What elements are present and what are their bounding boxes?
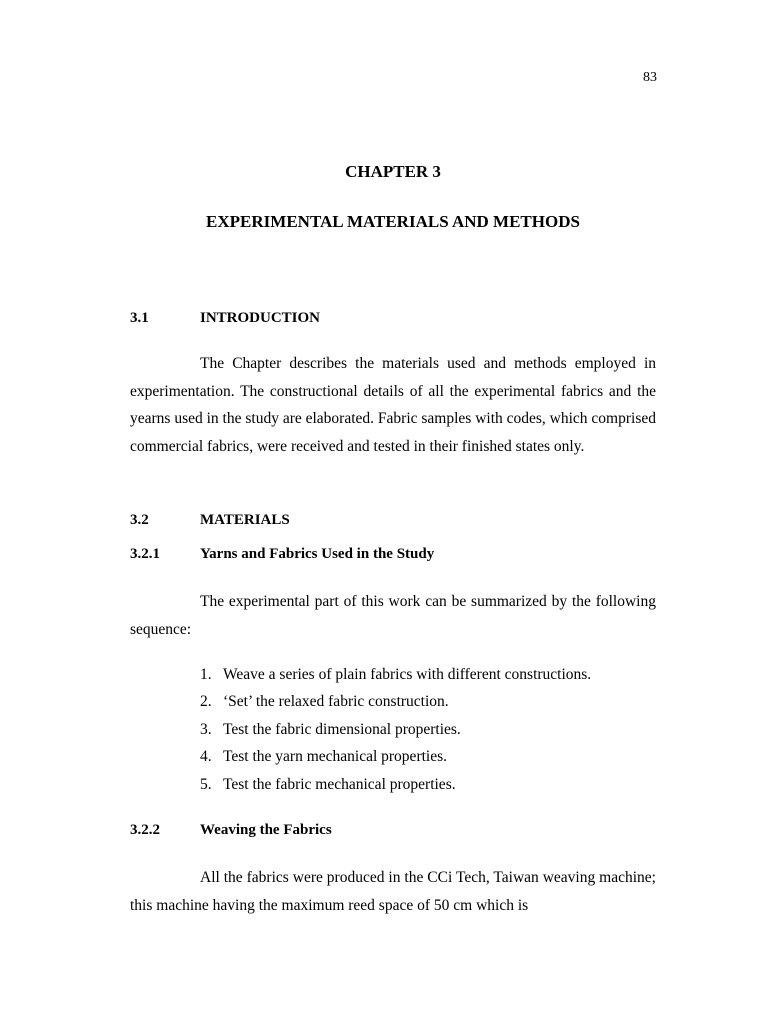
list-item-number: 5. [200, 775, 212, 793]
section-title: Weaving the Fabrics [200, 822, 332, 838]
chapter-title: CHAPTER 3 [345, 162, 441, 181]
list-item-number: 3. [200, 720, 212, 738]
list-item-number: 4. [200, 748, 212, 766]
section-title: INTRODUCTION [200, 310, 321, 326]
introduction-paragraph: The Chapter describes the materials used and methods employed in experimentation. The constructional details of all the experimental fabrics and the yearns used in the study are elaborated. Fabric samples with codes, which comprised commercial fabrics, were received and tested in their finished states only. [130, 355, 656, 455]
list-item-text: Test the fabric mechanical properties. [223, 775, 456, 793]
list-item-text: Test the yarn mechanical properties. [223, 748, 448, 766]
weaving-paragraph: All the fabrics were produced in the CCi Tech, Taiwan weaving machine; this machine having the maximum reed space of 50 cm which is [130, 869, 656, 914]
list-item-number: 2. [200, 693, 212, 711]
procedure-steps-list [200, 665, 591, 802]
subsection-heading-yarns-and-fabrics [130, 546, 434, 563]
section-heading-materials [130, 512, 290, 529]
page-number: 83 [643, 70, 657, 85]
list-item [200, 665, 591, 692]
list-item-text: ‘Set’ the relaxed fabric construction. [223, 693, 449, 711]
section-number: 3.2 [130, 512, 149, 528]
list-item-number: 1. [200, 666, 212, 683]
list-item [200, 747, 591, 774]
section-number: 3.2.2 [130, 822, 160, 838]
section-title: MATERIALS [200, 512, 290, 528]
list-item-text: Weave a series of plain fabrics with different constructions. [223, 666, 592, 683]
section-number: 3.1 [130, 310, 149, 326]
list-item-text: Test the fabric dimensional properties. [223, 720, 461, 738]
list-item [200, 775, 591, 802]
section-number: 3.2.1 [130, 546, 160, 562]
subsection-heading-weaving [130, 822, 332, 839]
yarns-paragraph: The experimental part of this work can be summarized by the following sequence: [130, 593, 656, 638]
list-item [200, 720, 591, 747]
section-heading-introduction [130, 310, 320, 327]
list-item [200, 692, 591, 719]
section-title: Yarns and Fabrics Used in the Study [200, 546, 435, 562]
chapter-subtitle: EXPERIMENTAL MATERIALS AND METHODS [206, 212, 580, 231]
